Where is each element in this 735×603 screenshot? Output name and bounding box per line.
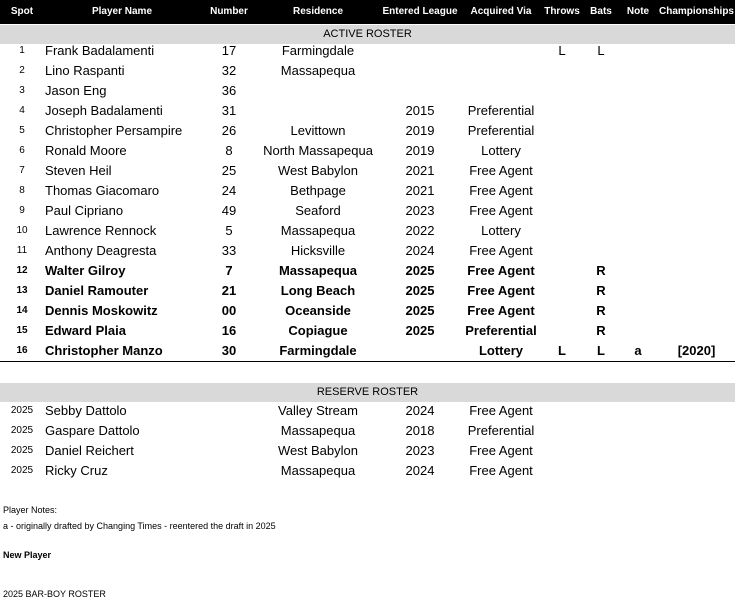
cell-residence: Massapequa — [278, 263, 358, 278]
cell-note — [618, 141, 658, 161]
cell-residence: West Babylon — [278, 163, 358, 178]
cell-entered: 2024 — [405, 243, 435, 258]
cell-throws — [540, 221, 584, 241]
cell-entered — [378, 81, 462, 101]
header-number: Number — [210, 6, 248, 17]
cell-number: 16 — [221, 323, 237, 338]
cell-name: Ricky Cruz — [45, 463, 108, 478]
cell-acquired: Free Agent — [467, 263, 535, 278]
cell-note — [618, 201, 658, 221]
cell-number: 36 — [221, 83, 237, 98]
cell-spot: 11 — [16, 245, 28, 256]
cell-championships — [658, 41, 735, 61]
cell-number: 7 — [225, 263, 233, 278]
cell-residence: Massapequa — [280, 223, 356, 238]
cell-name: Anthony Deagresta — [45, 243, 157, 258]
cell-championships — [658, 201, 735, 221]
cell-acquired: Free Agent — [467, 303, 535, 318]
cell-entered: 2025 — [405, 323, 435, 338]
cell-residence: Copiague — [288, 323, 348, 338]
cell-championships — [658, 81, 735, 101]
cell-acquired: Preferential — [467, 103, 535, 118]
header-championships: Championships — [658, 6, 734, 17]
cell-name: Lino Raspanti — [45, 63, 125, 78]
cell-number: 17 — [221, 43, 237, 58]
cell-spot: 4 — [19, 105, 25, 116]
cell-throws — [540, 121, 584, 141]
cell-throws: L — [558, 43, 566, 58]
cell-throws — [540, 401, 584, 421]
header-player-name: Player Name — [91, 6, 153, 17]
cell-acquired — [462, 81, 540, 101]
table-row — [0, 461, 735, 481]
cell-residence: Levittown — [290, 123, 346, 138]
cell-residence: Bethpage — [290, 183, 346, 198]
cell-residence: West Babylon — [278, 443, 358, 458]
cell-note — [618, 281, 658, 301]
cell-throws — [540, 421, 584, 441]
cell-bats — [584, 461, 618, 481]
cell-throws — [540, 181, 584, 201]
table-row — [0, 141, 735, 161]
cell-championships — [658, 321, 735, 341]
cell-throws — [540, 241, 584, 261]
player-notes-heading: Player Notes: — [3, 505, 58, 515]
cell-spot: 3 — [19, 85, 25, 96]
cell-name: Lawrence Rennock — [45, 223, 157, 238]
table-row — [0, 121, 735, 141]
cell-name: Joseph Badalamenti — [45, 103, 163, 118]
cell-bats — [584, 101, 618, 121]
cell-number: 49 — [221, 203, 237, 218]
cell-residence — [258, 101, 378, 121]
cell-championships — [658, 261, 735, 281]
cell-name: Jason Eng — [45, 83, 107, 98]
cell-spot: 13 — [16, 285, 28, 296]
cell-spot: 9 — [19, 205, 25, 216]
cell-note — [618, 241, 658, 261]
cell-entered: 2025 — [405, 283, 435, 298]
table-row — [0, 241, 735, 261]
cell-note — [618, 261, 658, 281]
cell-championships — [658, 301, 735, 321]
cell-championships: [2020] — [677, 343, 716, 358]
cell-note — [618, 161, 658, 181]
cell-number: 25 — [221, 163, 237, 178]
cell-note — [618, 461, 658, 481]
table-row — [0, 401, 735, 421]
cell-number: 21 — [221, 283, 237, 298]
cell-championships — [658, 221, 735, 241]
header-bats: Bats — [590, 6, 612, 17]
cell-spot: 2025 — [10, 425, 34, 436]
cell-bats — [584, 81, 618, 101]
cell-throws: L — [558, 343, 566, 358]
cell-name: Edward Plaia — [45, 323, 126, 338]
cell-entered: 2025 — [405, 263, 435, 278]
cell-throws — [540, 441, 584, 461]
cell-name: Steven Heil — [45, 163, 112, 178]
cell-acquired: Preferential — [467, 123, 535, 138]
cell-acquired: Free Agent — [469, 163, 533, 178]
cell-note: a — [634, 343, 642, 358]
table-row — [0, 321, 735, 341]
cell-name: Ronald Moore — [45, 143, 127, 158]
table-row — [0, 41, 735, 61]
cell-bats: L — [597, 343, 605, 358]
cell-throws — [540, 321, 584, 341]
cell-acquired: Free Agent — [467, 283, 535, 298]
cell-championships — [658, 441, 735, 461]
cell-acquired: Free Agent — [469, 403, 533, 418]
cell-championships — [658, 61, 735, 81]
table-row — [0, 181, 735, 201]
cell-name: Christopher Manzo — [45, 343, 163, 358]
cell-championships — [658, 461, 735, 481]
cell-spot: 7 — [19, 165, 25, 176]
cell-entered: 2018 — [405, 423, 435, 438]
cell-acquired: Free Agent — [469, 183, 533, 198]
cell-bats — [584, 141, 618, 161]
cell-number: 8 — [225, 143, 233, 158]
cell-bats — [584, 241, 618, 261]
cell-acquired: Free Agent — [469, 463, 533, 478]
table-row — [0, 441, 735, 461]
cell-throws — [540, 261, 584, 281]
cell-note — [618, 61, 658, 81]
cell-residence: Massapequa — [280, 423, 356, 438]
cell-number: 00 — [221, 303, 237, 318]
cell-residence: Massapequa — [280, 463, 356, 478]
cell-number: 30 — [221, 343, 237, 358]
cell-spot: 6 — [19, 145, 25, 156]
table-row — [0, 281, 735, 301]
cell-acquired — [462, 61, 540, 81]
cell-residence: Hicksville — [290, 243, 346, 258]
table-row — [0, 161, 735, 181]
reserve-roster-title: RESERVE ROSTER — [316, 386, 419, 398]
table-row — [0, 421, 735, 441]
cell-residence: Farmingdale — [281, 43, 355, 58]
cell-number: 33 — [221, 243, 237, 258]
cell-residence: Oceanside — [285, 303, 351, 318]
note-a-text: a - originally drafted by Changing Times - reentered the draft in 2025 — [3, 521, 276, 531]
header-residence: Residence — [292, 6, 344, 17]
cell-entered: 2023 — [405, 443, 435, 458]
cell-note — [618, 421, 658, 441]
cell-bats: R — [596, 323, 606, 338]
cell-note — [618, 41, 658, 61]
cell-championships — [658, 121, 735, 141]
cell-acquired: Lottery — [478, 343, 524, 358]
cell-championships — [658, 421, 735, 441]
table-row — [0, 301, 735, 321]
header-entered-league: Entered League — [382, 6, 458, 17]
cell-championships — [658, 101, 735, 121]
cell-bats: R — [596, 283, 606, 298]
cell-throws — [540, 141, 584, 161]
cell-throws — [540, 201, 584, 221]
cell-name: Daniel Ramouter — [45, 283, 149, 298]
table-row — [0, 201, 735, 221]
cell-note — [618, 101, 658, 121]
cell-residence: Long Beach — [280, 283, 356, 298]
cell-entered: 2019 — [405, 123, 435, 138]
cell-entered — [378, 61, 462, 81]
table-row — [0, 101, 735, 121]
cell-acquired: Lottery — [481, 223, 521, 238]
cell-residence — [258, 81, 378, 101]
cell-spot: 14 — [16, 305, 28, 316]
header-note: Note — [626, 6, 650, 17]
cell-throws — [540, 161, 584, 181]
cell-acquired: Preferential — [467, 423, 535, 438]
cell-entered: 2024 — [405, 403, 435, 418]
cell-entered: 2019 — [405, 143, 435, 158]
cell-spot: 10 — [16, 225, 28, 236]
cell-bats — [584, 121, 618, 141]
cell-bats — [584, 181, 618, 201]
cell-note — [618, 321, 658, 341]
active-roster-title: ACTIVE ROSTER — [323, 28, 412, 40]
header-row — [0, 0, 735, 24]
cell-acquired: Lottery — [481, 143, 521, 158]
header-acquired-via: Acquired Via — [470, 6, 532, 17]
cell-bats — [584, 221, 618, 241]
cell-spot: 1 — [19, 45, 25, 56]
cell-name: Walter Gilroy — [45, 263, 126, 278]
cell-spot: 2025 — [10, 445, 34, 456]
table-row — [0, 341, 735, 362]
cell-number — [200, 461, 258, 481]
roster-footer: 2025 BAR-BOY ROSTER — [3, 589, 106, 599]
cell-entered: 2022 — [405, 223, 435, 238]
cell-spot: 2025 — [10, 465, 34, 476]
cell-bats — [584, 441, 618, 461]
cell-throws — [540, 81, 584, 101]
cell-entered: 2021 — [405, 183, 435, 198]
cell-spot: 5 — [19, 125, 25, 136]
cell-spot: 15 — [16, 325, 28, 336]
cell-note — [618, 441, 658, 461]
cell-acquired: Preferential — [465, 323, 537, 338]
cell-name: Thomas Giacomaro — [45, 183, 160, 198]
cell-spot: 2 — [19, 65, 25, 76]
table-row — [0, 61, 735, 81]
cell-entered: 2024 — [405, 463, 435, 478]
cell-acquired — [462, 41, 540, 61]
cell-acquired: Free Agent — [469, 243, 533, 258]
cell-championships — [658, 281, 735, 301]
header-spot: Spot — [10, 6, 34, 17]
cell-residence: Seaford — [295, 203, 341, 218]
cell-number: 5 — [225, 223, 233, 238]
cell-championships — [658, 401, 735, 421]
new-player-legend: New Player — [3, 550, 52, 560]
cell-throws — [540, 61, 584, 81]
cell-throws — [540, 461, 584, 481]
cell-championships — [658, 181, 735, 201]
cell-note — [618, 301, 658, 321]
cell-number: 31 — [221, 103, 237, 118]
cell-entered — [378, 41, 462, 61]
cell-number: 24 — [221, 183, 237, 198]
cell-note — [618, 181, 658, 201]
cell-residence: Valley Stream — [278, 403, 358, 418]
cell-entered — [378, 341, 462, 361]
cell-residence: Massapequa — [280, 63, 356, 78]
cell-spot: 8 — [19, 185, 25, 196]
cell-entered: 2015 — [405, 103, 435, 118]
table-row — [0, 261, 735, 281]
cell-number — [200, 441, 258, 461]
cell-bats — [584, 421, 618, 441]
cell-name: Frank Badalamenti — [45, 43, 155, 58]
cell-note — [618, 221, 658, 241]
cell-bats — [584, 401, 618, 421]
table-row — [0, 81, 735, 101]
cell-entered: 2023 — [405, 203, 435, 218]
cell-acquired: Free Agent — [469, 203, 533, 218]
cell-residence: Farmingdale — [279, 343, 357, 358]
reserve-roster-banner — [0, 382, 735, 402]
cell-note — [618, 121, 658, 141]
cell-championships — [658, 161, 735, 181]
cell-name: Christopher Persampire — [45, 123, 183, 138]
cell-bats: L — [597, 43, 605, 58]
cell-throws — [540, 301, 584, 321]
cell-note — [618, 81, 658, 101]
cell-number — [200, 421, 258, 441]
cell-residence: North Massapequa — [263, 143, 373, 158]
cell-name: Dennis Moskowitz — [45, 303, 158, 318]
table-row — [0, 221, 735, 241]
cell-spot: 12 — [16, 265, 28, 276]
cell-acquired: Free Agent — [469, 443, 533, 458]
header-throws: Throws — [544, 6, 580, 17]
cell-bats — [584, 161, 618, 181]
cell-spot: 2025 — [10, 405, 34, 416]
cell-bats — [584, 61, 618, 81]
cell-bats — [584, 201, 618, 221]
cell-entered: 2021 — [405, 163, 435, 178]
cell-note — [618, 401, 658, 421]
cell-name: Daniel Reichert — [45, 443, 134, 458]
cell-number: 26 — [221, 123, 237, 138]
cell-name: Gaspare Dattolo — [45, 423, 140, 438]
cell-name: Paul Cipriano — [45, 203, 124, 218]
cell-bats: R — [596, 303, 606, 318]
cell-championships — [658, 241, 735, 261]
cell-entered: 2025 — [405, 303, 435, 318]
cell-throws — [540, 281, 584, 301]
cell-bats: R — [596, 263, 606, 278]
cell-throws — [540, 101, 584, 121]
cell-name: Sebby Dattolo — [45, 403, 127, 418]
cell-number: 32 — [221, 63, 237, 78]
cell-championships — [658, 141, 735, 161]
cell-number — [200, 401, 258, 421]
cell-spot: 16 — [16, 345, 28, 356]
